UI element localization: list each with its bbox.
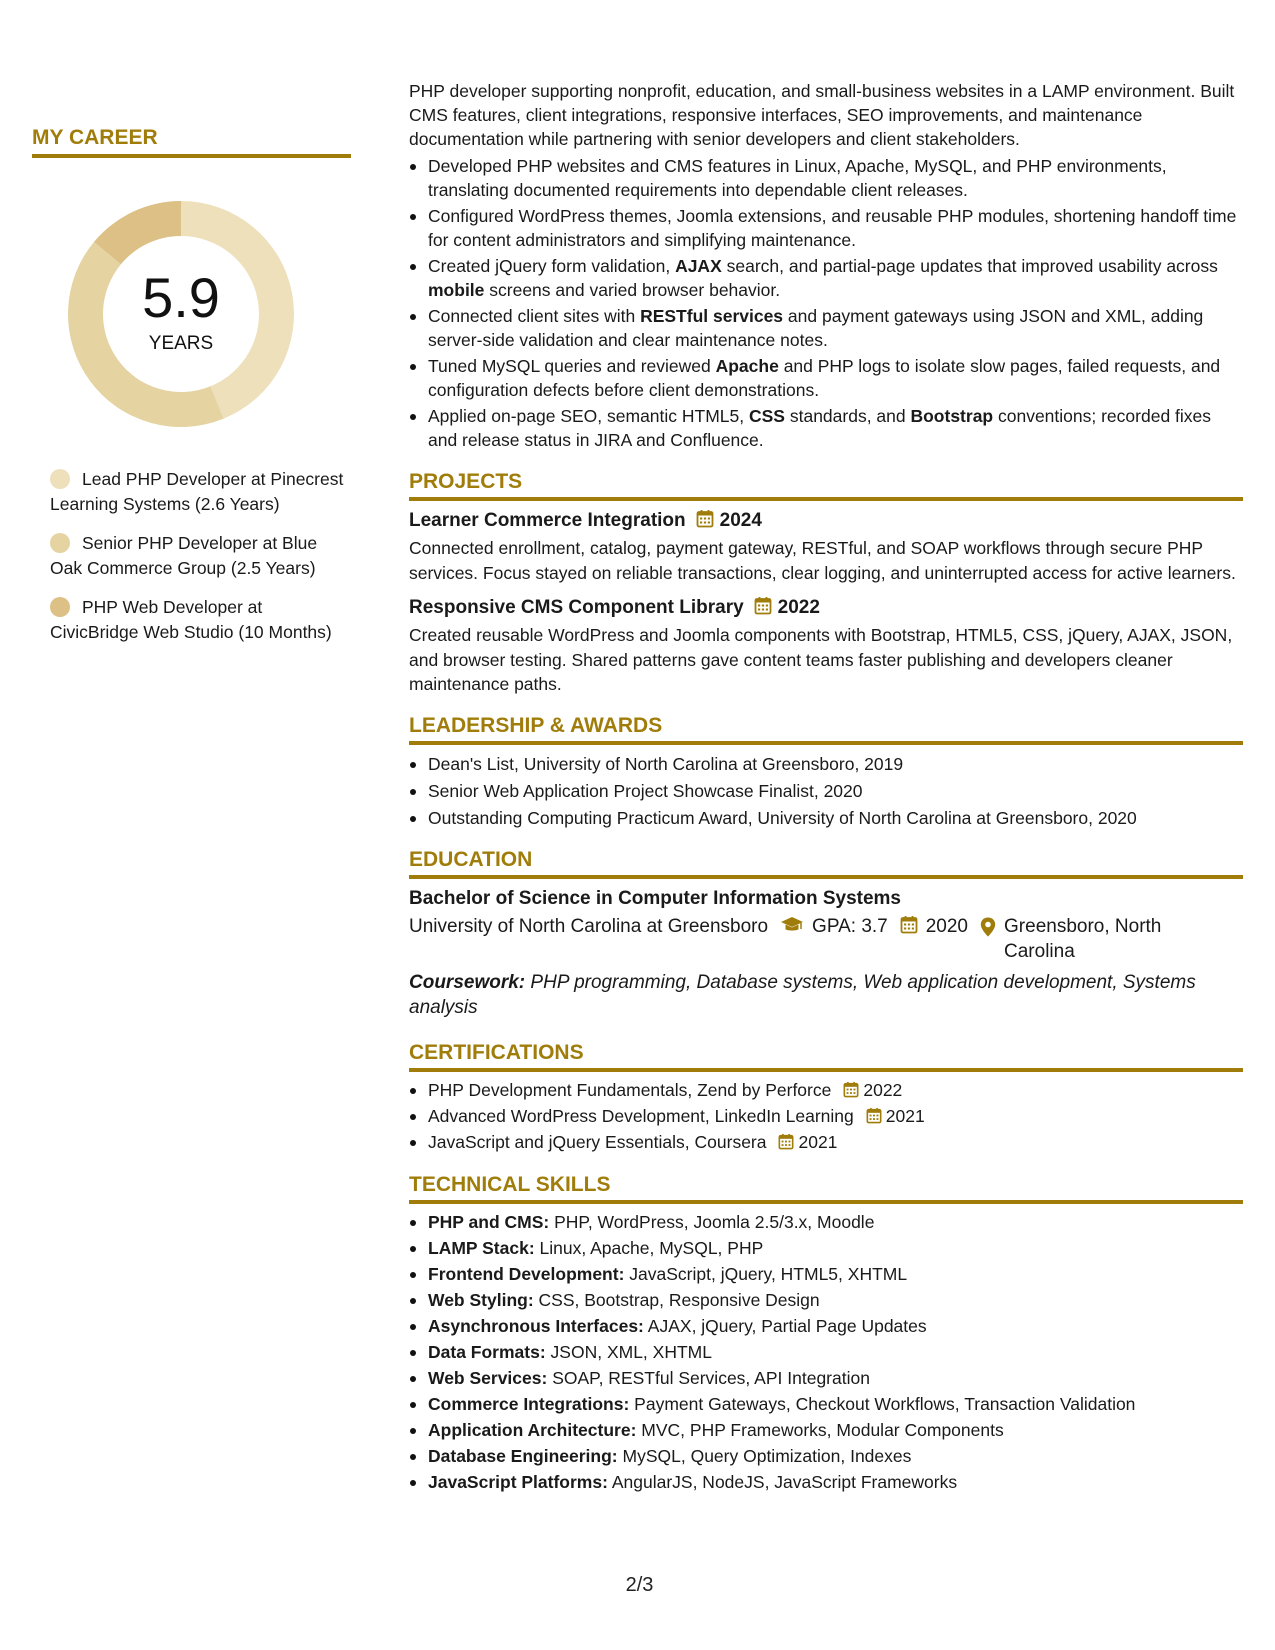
career-legend [32,467,351,644]
skill-category: Commerce Integrations: [428,1393,630,1414]
calendar-icon [754,596,772,615]
bullet-text: Configured WordPress themes, Joomla extensions, and reusable PHP modules, shortening handoff time for content administrators and simplifying maintenance. [428,206,1237,250]
bullet-text: conventions; recorded fixes and release status in JIRA and Confluence. [428,406,1212,450]
experience-bullet [409,204,1243,252]
skill-category: Web Styling: [428,1289,534,1310]
certification-year: 2022 [863,1079,903,1100]
skill-item [409,1210,1243,1234]
skill-item [409,1470,1243,1494]
career-years-value: 5.9 [142,266,220,329]
experience-bullet [409,304,1243,352]
certification-name: Advanced WordPress Development, LinkedIn Learning [428,1105,854,1126]
calendar-icon [778,1133,794,1150]
bullet-text: Applied on-page SEO, semantic HTML5, [428,406,749,426]
coursework-list: PHP programming, Database systems, Web application development, Systems analysis [409,971,1196,1018]
skill-values: Payment Gateways, Checkout Workflows, Transaction Validation [634,1393,1136,1414]
project-name: Responsive CMS Component Library [409,597,744,618]
experience-bullets [409,154,1243,452]
calendar-icon [843,1081,859,1098]
bullet-text: Developed PHP websites and CMS features in Linux, Apache, MySQL, and PHP environments, translating documented requirements into dependable client releases. [428,156,1167,200]
education-heading: EDUCATION [409,846,1243,879]
skill-item [409,1340,1243,1364]
leadership-item: Senior Web Application Project Showcase Finalist, 2020 [409,779,1243,803]
project-item [409,595,1243,697]
career-role: Senior PHP Developer at Blue Oak Commerce Group (2.5 Years) [50,533,318,578]
career-title: MY CAREER [32,124,351,158]
calendar-icon [900,915,918,934]
education-details [409,914,1243,964]
bullet-text: Created jQuery form validation, [428,256,676,276]
skill-item [409,1288,1243,1312]
certification-item [409,1130,1243,1154]
career-sidebar [32,124,351,659]
main-column [409,79,1243,1496]
bullet-text: and PHP logs to isolate slow pages, failed requests, and configuration defects before client demonstrations. [428,356,1221,400]
keyword-highlight: CSS [749,406,785,426]
skill-category: Database Engineering: [428,1445,618,1466]
project-header [409,508,1243,534]
skill-category: Web Services: [428,1367,548,1388]
certification-year: 2021 [885,1105,925,1126]
page-number-text: 2/3 [625,1574,654,1596]
skill-category: Application Architecture: [428,1419,637,1440]
career-role: PHP Web Developer at CivicBridge Web Studio (10 Months) [50,597,332,642]
project-year: 2022 [777,597,820,618]
gpa-value: GPA: 3.7 [812,915,888,937]
skill-item [409,1236,1243,1260]
skill-category: JavaScript Platforms: [428,1471,608,1492]
school-name: University of North Carolina at Greensboro [409,915,769,937]
degree-title: Bachelor of Science in Computer Information Systems [409,887,901,909]
keyword-highlight: mobile [428,280,485,300]
certifications-heading: CERTIFICATIONS [409,1039,1243,1072]
bullet-text: Connected client sites with [428,306,641,326]
keyword-highlight: Bootstrap [910,406,994,426]
skill-category: PHP and CMS: [428,1211,550,1232]
skill-values: AngularJS, NodeJS, JavaScript Frameworks [611,1471,958,1492]
skill-item [409,1444,1243,1468]
coursework-label: Coursework: [409,971,526,993]
map-pin-icon [980,917,996,937]
experience-summary: PHP developer supporting nonprofit, education, and small-business websites in a LAMP environment. Built CMS features, client integrations, responsive interfaces, SEO improvements, and maintenance documentation while partnering with senior developers and client stakeholders. [409,81,1235,149]
career-years-unit: YEARS [148,333,214,354]
skills-heading: TECHNICAL SKILLS [409,1171,1243,1204]
bullet-text: standards, and [784,406,911,426]
certification-item [409,1104,1243,1128]
bullet-text: screens and varied browser behavior. [484,280,781,300]
skill-values: MySQL, Query Optimization, Indexes [622,1445,912,1466]
skill-values: JSON, XML, XHTML [550,1341,712,1362]
skills-list [409,1210,1243,1494]
career-legend-item [50,531,351,580]
graduation-group [888,914,968,964]
skill-item [409,1392,1243,1416]
skill-category: Data Formats: [428,1341,546,1362]
project-year: 2024 [719,510,762,531]
keyword-highlight: RESTful services [640,306,784,326]
leadership-item: Dean's List, University of North Carolina at Greensboro, 2019 [409,752,1243,776]
skill-values: MVC, PHP Frameworks, Modular Components [641,1419,1004,1440]
certifications-list [409,1078,1243,1154]
career-role: Lead PHP Developer at Pinecrest Learning Systems (2.6 Years) [50,469,344,514]
project-description: Created reusable WordPress and Joomla components with Bootstrap, HTML5, CSS, jQuery, AJAX, JSON, and browser testing. Shared patterns gave content teams faster publishing and developers cleaner maintenance paths. [409,625,1233,694]
keyword-highlight: Apache [715,356,779,376]
experience-bullet [409,404,1243,452]
bullet-text: search, and partial-page updates that improved usability across [721,256,1218,276]
certification-year: 2021 [798,1131,838,1152]
experience-bullet [409,154,1243,202]
projects-heading: PROJECTS [409,468,1243,501]
project-description: Connected enrollment, catalog, payment gateway, RESTful, and SOAP workflows through secure PHP services. Focus stayed on reliable transactions, clear logging, and uninterrupted access for active learners. [409,538,1236,583]
skill-values: JavaScript, jQuery, HTML5, XHTML [629,1263,908,1284]
legend-dot [50,469,70,489]
skill-values: Linux, Apache, MySQL, PHP [539,1237,764,1258]
skill-values: SOAP, RESTful Services, API Integration [552,1367,870,1388]
career-legend-item [50,467,351,516]
skill-values: AJAX, jQuery, Partial Page Updates [647,1315,927,1336]
project-item [409,508,1243,585]
certification-name: PHP Development Fundamentals, Zend by Perforce [428,1079,832,1100]
location-group [968,914,1204,964]
project-header [409,595,1243,621]
gpa-group [768,914,888,964]
coursework [409,970,1243,1020]
graduation-cap-icon [780,916,804,934]
legend-dot [50,597,70,617]
skill-category: Asynchronous Interfaces: [428,1315,644,1336]
experience-bullet [409,254,1243,302]
certification-item [409,1078,1243,1102]
skill-item [409,1418,1243,1442]
calendar-icon [696,509,714,528]
leadership-item: Outstanding Computing Practicum Award, University of North Carolina at Greensboro, 2020 [409,806,1243,830]
leadership-heading: LEADERSHIP & AWARDS [409,712,1243,745]
leadership-list [409,752,1243,830]
skill-values: CSS, Bootstrap, Responsive Design [538,1289,820,1310]
skill-item [409,1366,1243,1390]
experience-bullet [409,354,1243,402]
keyword-highlight: AJAX [675,256,722,276]
graduation-year: 2020 [925,915,969,937]
career-legend-item [50,595,351,644]
bullet-text: Tuned MySQL queries and reviewed [428,356,716,376]
career-donut [66,199,296,429]
skill-item [409,1262,1243,1286]
project-name: Learner Commerce Integration [409,510,686,531]
certification-name: JavaScript and jQuery Essentials, Coursera [428,1131,767,1152]
skill-item [409,1314,1243,1338]
page-number [0,1573,1275,1597]
skill-category: Frontend Development: [428,1263,625,1284]
bullet-text: and payment gateways using JSON and XML, adding server-side validation and clear maintenance notes. [428,306,1204,350]
skill-values: PHP, WordPress, Joomla 2.5/3.x, Moodle [554,1211,875,1232]
calendar-icon [866,1107,882,1124]
school-location: Greensboro, North Carolina [1004,915,1162,962]
skill-category: LAMP Stack: [428,1237,535,1258]
legend-dot [50,533,70,553]
